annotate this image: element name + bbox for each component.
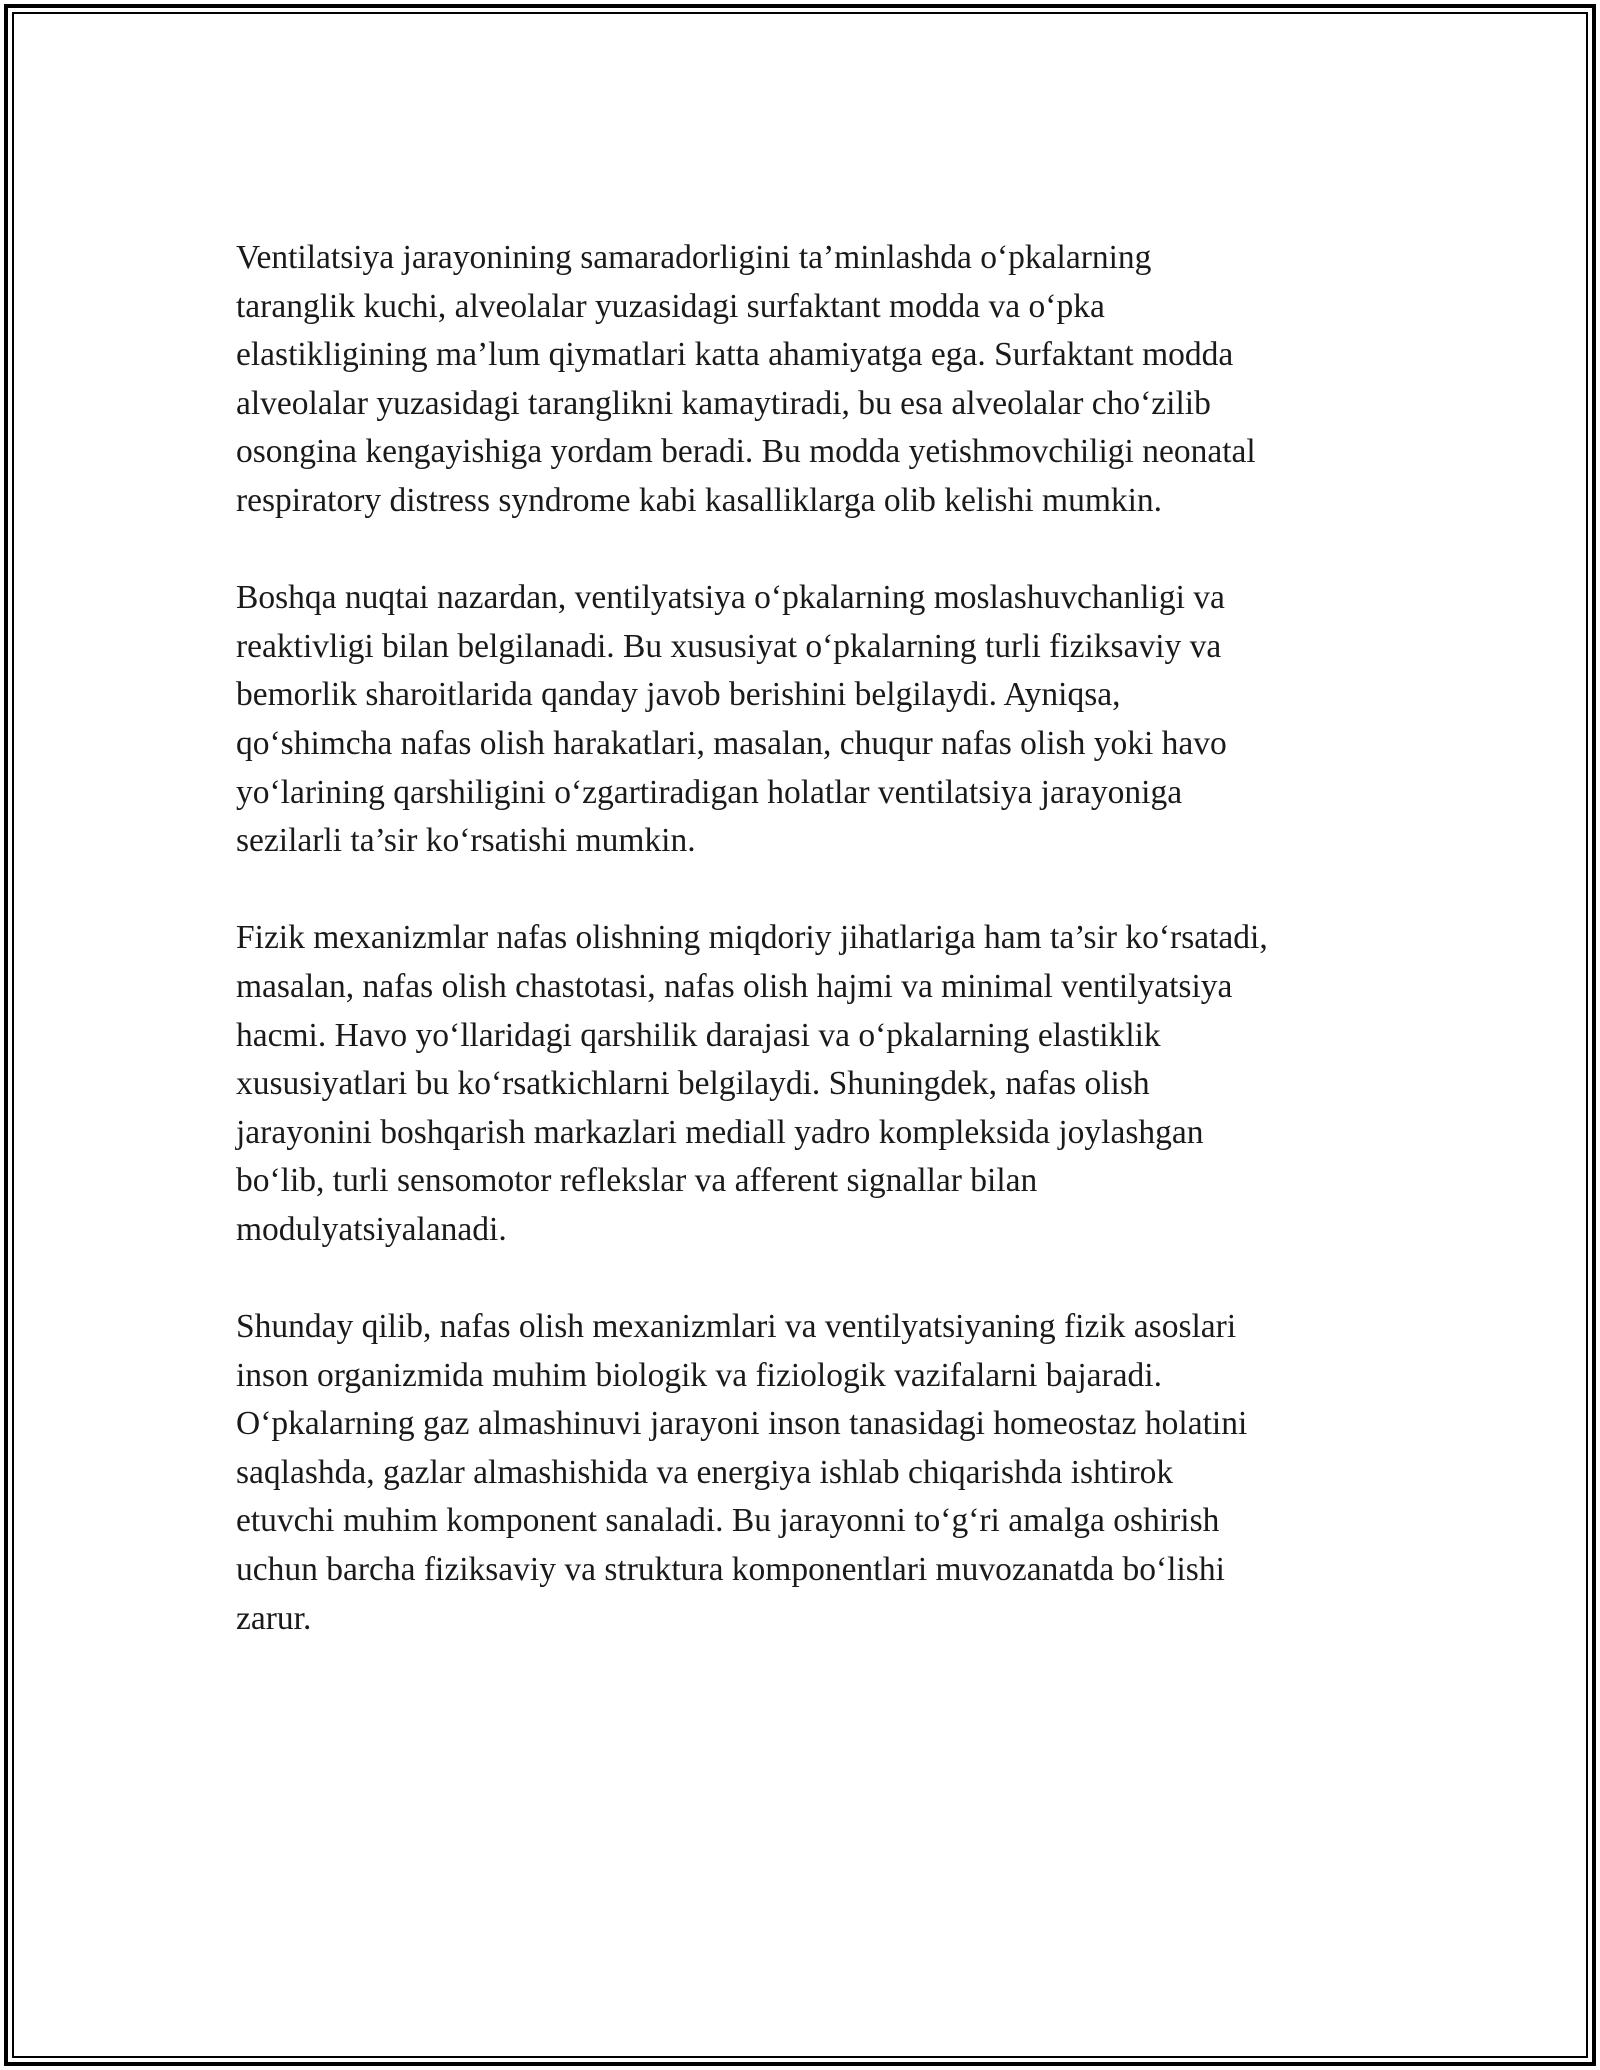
document-body xyxy=(236,234,1386,1692)
paragraph-1: Ventilatsiya jarayonining samaradorligini ta’minlashda o‘pkalarning taranglik kuchi, alveolalar yuzasidagi surfaktant modda va o‘pka elastikligining ma’lum qiymatlari katta ahamiyatga ega. Surfaktant modda alveolalar yuzasidagi taranglikni kamaytiradi, bu esa alveolalar cho‘zilib osongina kengayishiga yordam beradi. Bu modda yetishmovchiligi neonatal respiratory distress syndrome kabi kasalliklarga olib kelishi mumkin. xyxy=(236,239,1256,519)
paragraph-3: Fizik mexanizmlar nafas olishning miqdoriy jihatlariga ham ta’sir ko‘rsatadi, masalan, nafas olish chastotasi, nafas olish hajmi va minimal ventilyatsiya hacmi. Havo yo‘llaridagi qarshilik darajasi va o‘pkalarning elastiklik xususiyatlari bu ko‘rsatkichlarni belgilaydi. Shuningdek, nafas olish jarayonini boshqarish markazlari mediall yadro kompleksida joylashgan bo‘lib, turli sensomotor reflekslar va afferent signallar bilan modulyatsiyalanadi. xyxy=(236,919,1268,1248)
paragraph-2: Boshqa nuqtai nazardan, ventilyatsiya o‘pkalarning moslashuvchanligi va reaktivligi bilan belgilanadi. Bu xususiyat o‘pkalarning turli fiziksaviy va bemorlik sharoitlarida qanday javob berishini belgilaydi. Ayniqsa, qo‘shimcha nafas olish harakatlari, masalan, chuqur nafas olish yoki havo yo‘larining qarshiligini o‘zgartiradigan holatlar ventilatsiya jarayoniga sezilarli ta’sir ko‘rsatishi mumkin. xyxy=(236,579,1227,860)
paragraph-4: Shunday qilib, nafas olish mexanizmlari va ventilyatsiyaning fizik asoslari inson organizmida muhim biologik va fiziologik vazifalarni bajaradi. O‘pkalarning gaz almashinuvi jarayoni inson tanasidagi homeostaz holatini saqlashda, gazlar almashishida va energiya ishlab chiqarishda ishtirok etuvchi muhim komponent sanaladi. Bu jarayonni to‘g‘ri amalga oshirish uchun barcha fiziksaviy va struktura komponentlari muvozanatda bo‘lishi zarur. xyxy=(236,1308,1248,1637)
